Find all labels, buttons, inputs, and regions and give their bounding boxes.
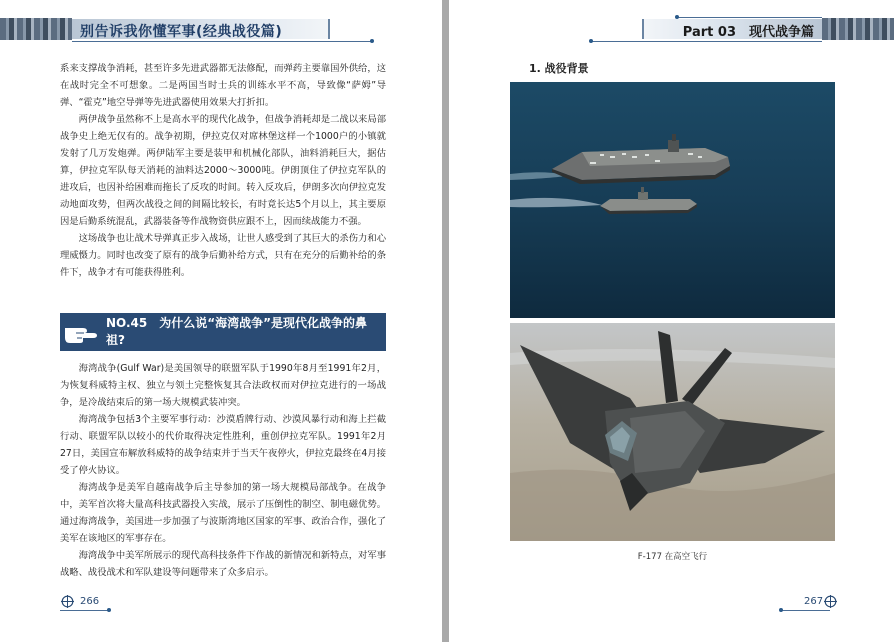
footer-rule (782, 610, 830, 611)
stealth-aircraft-photo (510, 323, 835, 541)
header-rule (72, 41, 372, 42)
header-top-rule (677, 17, 822, 18)
header-dot (589, 39, 593, 43)
header-dot (370, 39, 374, 43)
question-title: NO.45 为什么说“海湾战争”是现代化战争的鼻祖? (106, 316, 368, 347)
paragraph: 系来支撑战争消耗，甚至许多先进武器都无法修配，而弹药主要靠国外供给，这在战时完全不可想象。二是两国当时士兵的训练水平不高，导致像“萨姆”导弹、“霍克”地空导弹等先进武器使用效果大打折扣。 (60, 63, 386, 108)
footer-dot (779, 608, 783, 612)
body-text-top (60, 60, 386, 281)
paragraph: 海湾战争中美军所展示的现代高科技条件下作战的新情况和新特点，对军事战略、战役战术和军队建设等问题带来了众多启示。 (60, 550, 386, 578)
section-title: 1. 战役背景 (529, 62, 589, 75)
paragraph: 海湾战争包括3个主要军事行动：沙漠盾牌行动、沙漠风暴行动和海上拦截行动、联盟军队以较小的代价取得决定性胜利，重创伊拉克军队。1991年2月27日，美国宣布解放科威特的战争结束并于当天午夜停火，伊拉克最终在4月接受了停火协议。 (60, 414, 386, 476)
left-page (0, 0, 442, 642)
aircraft-carrier-photo (510, 82, 835, 318)
paragraph: 海湾战争是美军自越南战争后主导参加的第一场大规模局部战争。在战争中，美军首次将大量高科技武器投入实战，展示了压倒性的制空、制电磁优势。通过海湾战争，美国进一步加强了与波斯湾地区国家的军事、政治合作，强化了美军在该地区的军事存在。 (60, 482, 386, 544)
footer-rule (60, 610, 108, 611)
page-number: 266 (80, 596, 100, 607)
pointing-hand-icon (63, 320, 99, 344)
question-banner (60, 313, 386, 351)
book-gutter (442, 0, 449, 642)
header-texture (0, 18, 72, 40)
photo-caption: F-177 在高空飞行 (637, 552, 708, 562)
crosshair-icon (824, 595, 837, 608)
crosshair-icon (61, 595, 74, 608)
body-text-bottom (60, 360, 386, 581)
right-page (449, 0, 894, 642)
header-rule (592, 41, 822, 42)
footer-dot (107, 608, 111, 612)
page-number: 267 (804, 596, 824, 607)
book-title: 别告诉我你懂军事(经典战役篇) (80, 24, 283, 40)
paragraph: 海湾战争(Gulf War)是美国领导的联盟军队于1990年8月至1991年2月，为恢复科威特主权、独立与领土完整恢复其合法政权而对伊拉克进行的一场战争，是冷战结束后的第一场大规模武装冲突。 (60, 363, 386, 408)
paragraph: 两伊战争虽然称不上是高水平的现代化战争，但战争消耗却是二战以来局部战争史上绝无仅有的。战争初期，伊拉克仅对席林堡这样一个1000户的小镇就发射了几万发炮弹。两伊陆军主要是装甲和机械化部队，油料消耗巨大，据估算，伊拉克军队每天消耗的油料达2000～3000吨。伊朗顶住了伊拉克军队的进攻后，也因补给困难而拖长了反攻的时间。转入反攻后，伊朗多次向伊拉克发动地面攻势，但两次战役之间的间隔比较长，有时竟长达5个月以上，其主要原因是后勤系统混乱，武器装备等作战物资供应跟不上，因而续战能力不强。 (60, 114, 386, 227)
paragraph: 这场战争也让战术导弹真正步入战场，让世人感受到了其巨大的杀伤力和心理威慑力。同时也改变了原有的战争后勤补给方式，只有在充分的后勤补给的条件下，战争才有可能获得胜利。 (60, 233, 386, 278)
part-title: Part 03 现代战争篇 (682, 25, 814, 40)
header-texture (822, 18, 894, 40)
